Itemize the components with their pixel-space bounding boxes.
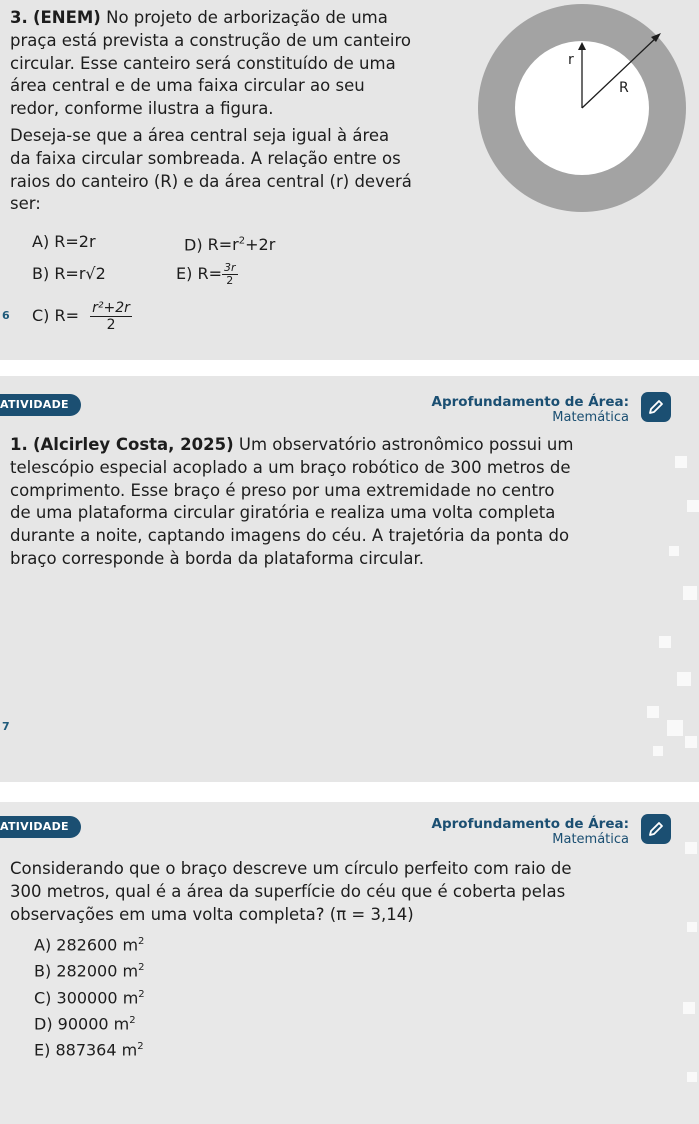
q1-line-6: braço corresponde à borda da plataforma circular. (10, 548, 424, 568)
q1-line-1-text: Um observatório astronômico possui um (238, 435, 574, 454)
option-value: 282600 (56, 935, 118, 955)
option-value: 887364 (55, 1040, 117, 1060)
option-prefix: R= (54, 306, 80, 325)
option-unit: m (122, 935, 139, 955)
q3-line-1-text: No projeto de arborização de uma (106, 8, 388, 27)
option-letter: D) (184, 235, 203, 255)
option-letter: D) (34, 1014, 53, 1034)
question-3-text (10, 7, 500, 216)
option-letter: B) (34, 961, 52, 981)
option-text (208, 235, 276, 254)
option-letter: C) (32, 306, 50, 325)
q3-line-1 (10, 7, 500, 30)
option-letter: E) (176, 264, 193, 283)
q3-line-7: da faixa circular sombreada. A relação entre os (10, 148, 401, 168)
q1-option-d[interactable] (34, 1011, 145, 1034)
page-number-7: 7 (2, 720, 10, 733)
option-value: 300000 (56, 987, 118, 1007)
q1-source: (Alcirley Costa, 2025) (33, 435, 234, 454)
question-3-panel (0, 0, 699, 360)
q1c-line-3: observações em uma volta completa? (π = 3,14) (10, 904, 414, 924)
q1-option-b[interactable] (34, 958, 145, 981)
option-sup: 2 (129, 1014, 136, 1026)
subject-subtitle: Matemática (552, 832, 629, 847)
q1-line-3: comprimento. Esse braço é preso por uma extremidade no centro (10, 480, 555, 500)
q3-option-b[interactable] (32, 264, 106, 284)
q3-line-5: redor, conforme ilustra a figura. (10, 99, 274, 119)
fraction-numerator: r²+2r (92, 300, 130, 316)
option-letter: B) (32, 264, 50, 283)
option-sup: 2 (238, 236, 246, 247)
option-text-b: +2r (245, 235, 276, 255)
question-1-continued-text (10, 858, 670, 926)
option-sup: 2 (137, 1041, 144, 1053)
subject-subtitle: Matemática (552, 410, 629, 425)
option-sup: 2 (138, 936, 145, 947)
option-sup: 2 (138, 988, 145, 1000)
q1c-line-1: Considerando que o braço descreve um círculo perfeito com raio de (10, 859, 572, 878)
q3-source: (ENEM) (33, 8, 101, 27)
option-value: 90000 (57, 1014, 109, 1034)
q1-line-2: telescópio especial acoplado a um braço robótico de 300 metros de (10, 457, 571, 477)
option-unit: m (122, 987, 139, 1007)
pencil-icon (641, 392, 671, 422)
option-value: 282000 (56, 961, 118, 981)
option-letter: A) (34, 935, 52, 955)
activity-badge: ATIVIDADE (0, 816, 81, 838)
option-letter: E) (34, 1040, 51, 1060)
subject-title: Aprofundamento de Área: (431, 816, 629, 832)
option-text-a: R=r (207, 235, 239, 255)
q1-options-list (34, 932, 145, 1061)
q1-number: 1. (10, 435, 28, 454)
question-1-panel (0, 376, 699, 782)
pencil-icon (641, 814, 671, 844)
label-R: R (619, 80, 629, 96)
fraction-numerator: 3r (223, 261, 236, 274)
fraction-denominator: 2 (106, 317, 116, 333)
circular-bed-figure (468, 0, 699, 230)
option-text: R=2r (54, 232, 96, 251)
option-letter: A) (32, 232, 50, 251)
q1-line-4: de uma plataforma circular giratória e realiza uma volta completa (10, 503, 556, 523)
question-1-continued-panel (0, 802, 699, 1124)
q3-line-8: raios do canteiro (R) e da área central (r) deverá (10, 171, 412, 191)
subject-header (432, 394, 629, 426)
subject-header (432, 816, 629, 848)
option-letter: C) (34, 987, 52, 1007)
decorative-square-pattern (639, 436, 699, 776)
option-unit: m (122, 961, 139, 981)
q3-line-9: ser: (10, 194, 41, 214)
option-unit: m (113, 1014, 130, 1034)
option-sup: 2 (138, 962, 145, 974)
q3-option-c[interactable] (32, 300, 132, 333)
q3-number: 3. (10, 8, 28, 27)
question-1-text (10, 434, 660, 571)
q3-line-4: área central e de uma faixa circular ao seu (10, 76, 365, 96)
subject-title: Aprofundamento de Área: (431, 394, 629, 410)
fraction (90, 300, 132, 333)
q3-option-e[interactable] (176, 262, 238, 287)
q3-option-d[interactable] (184, 232, 275, 255)
fraction (222, 262, 238, 287)
decorative-square-pattern (679, 802, 699, 1124)
q3-option-a[interactable] (32, 232, 96, 252)
q1-option-a[interactable] (34, 932, 145, 955)
q1-line-5: durante a noite, captando imagens do céu. A trajetória da ponta do (10, 526, 570, 546)
label-r: r (568, 52, 574, 68)
activity-badge: ATIVIDADE (0, 394, 81, 416)
q1c-line-2: 300 metros, qual é a área da superfície do céu que é coberta pelas (10, 881, 566, 901)
q1-option-e[interactable] (34, 1037, 145, 1060)
option-unit: m (121, 1040, 138, 1060)
q3-line-6: Deseja-se que a área central seja igual à área (10, 125, 390, 145)
q1-option-c[interactable] (34, 985, 145, 1008)
q3-line-3: circular. Esse canteiro será constituído de uma (10, 53, 396, 73)
q3-line-2: praça está prevista a construção de um canteiro (10, 30, 412, 50)
option-text: R=r√2 (54, 264, 106, 283)
page-number-6: 6 (2, 309, 10, 322)
option-prefix: R= (197, 264, 222, 283)
q1-line-1 (10, 434, 660, 457)
fraction-denominator: 2 (226, 274, 234, 287)
